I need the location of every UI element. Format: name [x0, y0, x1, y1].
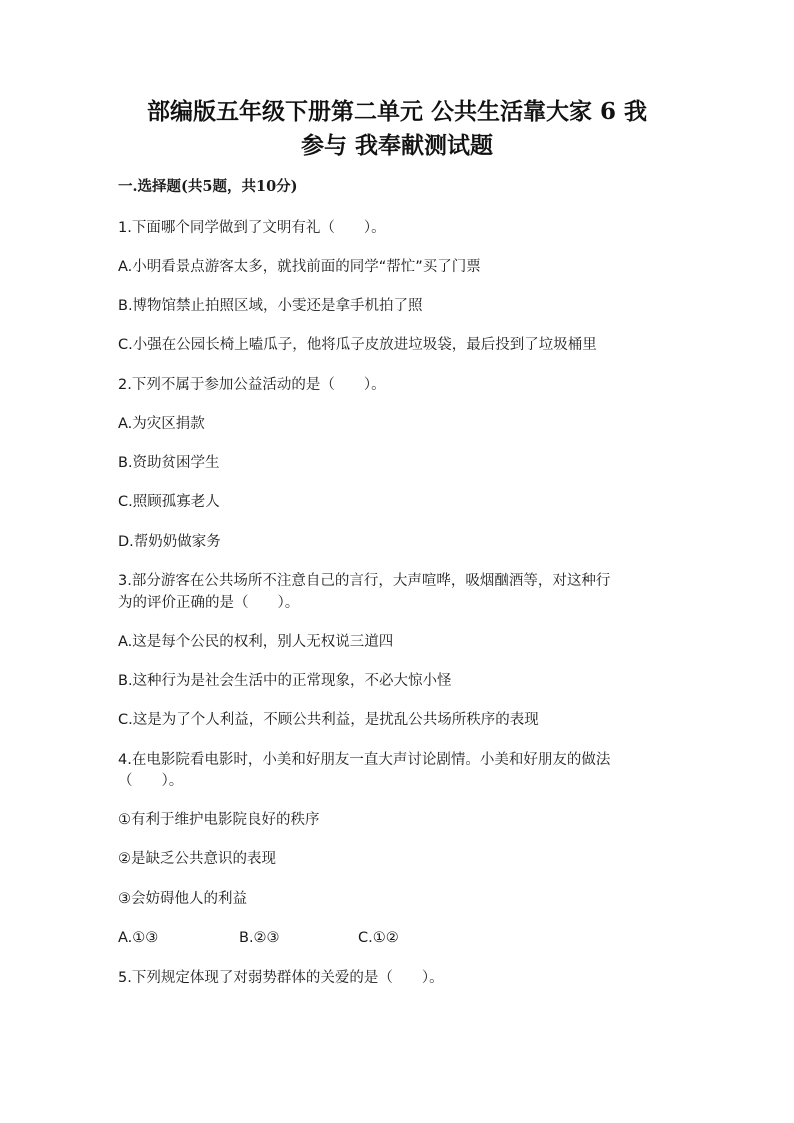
question-4-stem-line-2: （ ）。 — [118, 773, 184, 789]
question-1-option-c: C.小强在公园长椅上嗑瓜子，他将瓜子皮放进垃圾袋，最后投到了垃圾桶里 — [118, 337, 597, 353]
question-2-option-d: D.帮奶奶做家务 — [118, 534, 221, 550]
question-5-stem: 5.下列规定体现了对弱势群体的关爱的是（ ）。 — [118, 970, 444, 986]
question-2-option-a: A.为灾区捐款 — [118, 416, 205, 432]
section-heading: 一.选择题(共5题，共10分) — [118, 178, 298, 195]
question-2-option-b: B.资助贫困学生 — [118, 455, 220, 471]
question-3-option-a: A.这是每个公民的权利，别人无权说三道四 — [118, 634, 394, 650]
document-title-line-1: 部编版五年级下册第二单元 公共生活靠大家 6 我 — [146, 98, 648, 125]
question-4-option-a: A.①③ — [118, 930, 159, 946]
question-1-option-b: B.博物馆禁止拍照区域，小雯还是拿手机拍了照 — [118, 298, 423, 314]
question-3-option-b: B.这种行为是社会生活中的正常现象，不必大惊小怪 — [118, 673, 452, 689]
question-4-option-c: C.①② — [358, 930, 399, 946]
question-3-option-c: C.这是为了个人利益，不顾公共利益，是扰乱公共场所秩序的表现 — [118, 712, 539, 728]
question-4-statement-3: ③会妨碍他人的利益 — [118, 891, 247, 907]
question-4-statement-1: ①有利于维护电影院良好的秩序 — [118, 812, 320, 828]
document-title-line-2: 参与 我奉献测试题 — [300, 132, 493, 159]
question-4-option-b: B.②③ — [239, 930, 280, 946]
question-4-stem-line-1: 4.在电影院看电影时，小美和好朋友一直大声讨论剧情。小美和好朋友的做法 — [118, 752, 611, 768]
question-2-option-c: C.照顾孤寡老人 — [118, 494, 220, 510]
question-1-stem: 1.下面哪个同学做到了文明有礼（ ）。 — [118, 220, 386, 236]
question-3-stem-line-2: 为的评价正确的是（ ）。 — [118, 595, 300, 611]
question-1-option-a: A.小明看景点游客太多，就找前面的同学“帮忙”买了门票 — [118, 259, 481, 275]
question-2-stem: 2.下列不属于参加公益活动的是（ ）。 — [118, 377, 386, 393]
question-4-statement-2: ②是缺乏公共意识的表现 — [118, 851, 276, 867]
question-3-stem-line-1: 3.部分游客在公共场所不注意自己的言行，大声喧哗，吸烟酗酒等，对这种行 — [118, 573, 611, 589]
